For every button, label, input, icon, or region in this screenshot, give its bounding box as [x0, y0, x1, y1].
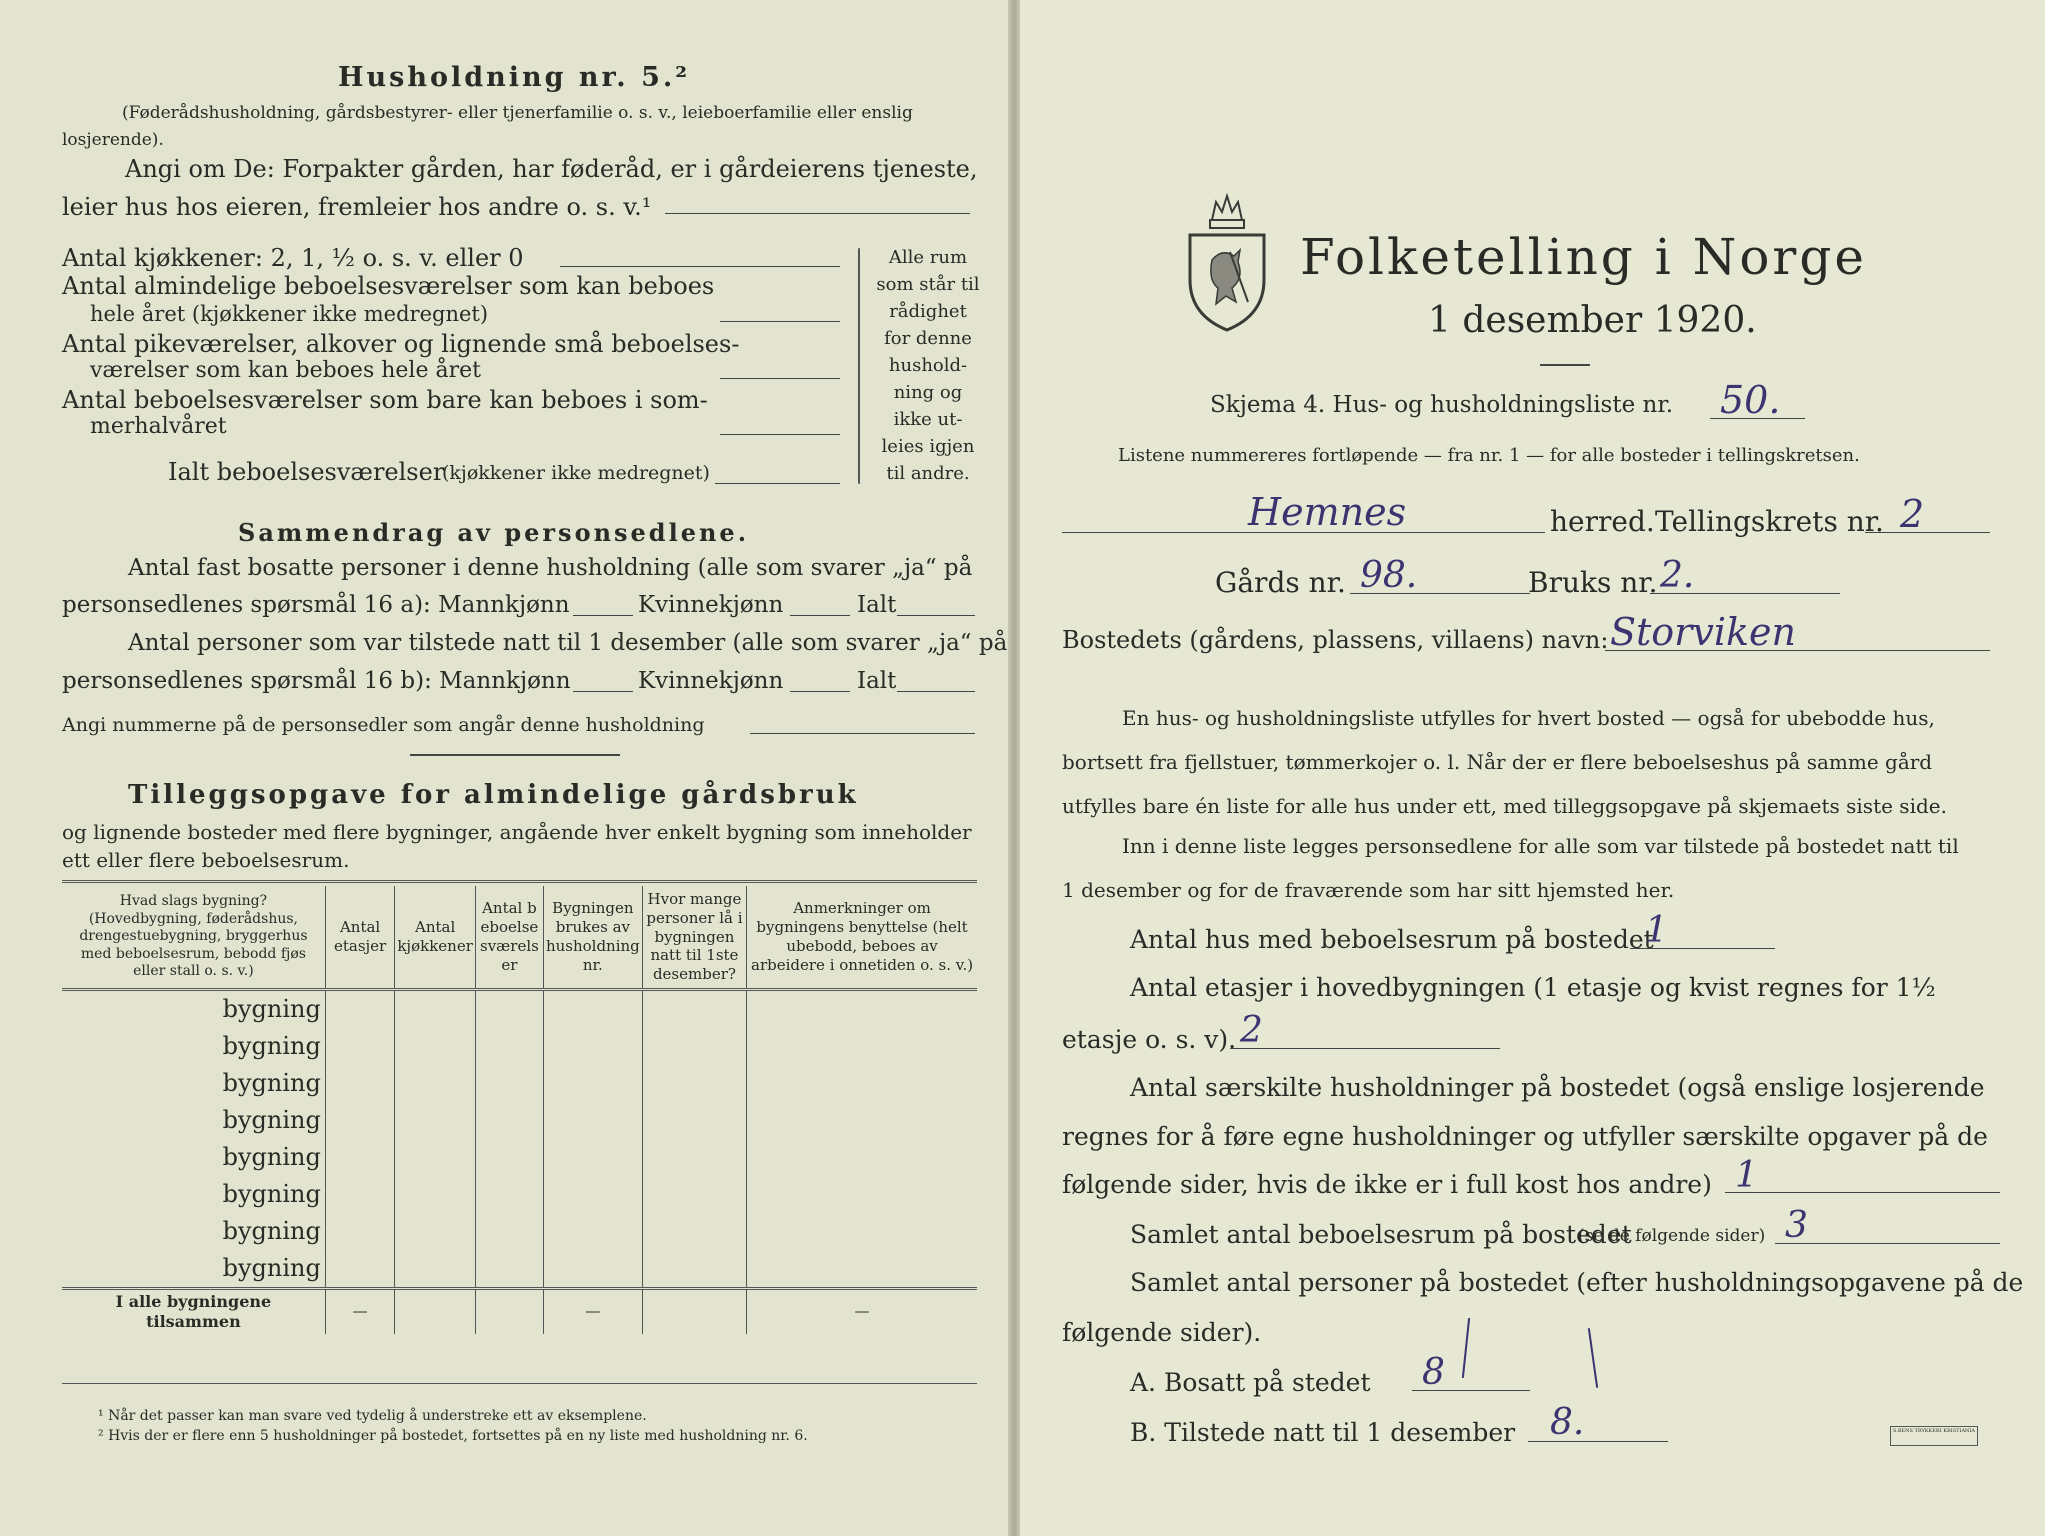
summary-p2a: Antal personer som var tilstede natt til 1 desember (alle som svarer „ja“ på [128, 630, 1008, 656]
antal-hus-value[interactable]: 1 [1645, 910, 1668, 951]
table-header-row [62, 886, 977, 989]
listene-note: Listene nummereres fortløpende — fra nr. 1 — for alle bosteder i tellingskretsen. [1118, 445, 1860, 466]
ordinary-answer-line[interactable] [720, 321, 840, 322]
rooms-summer-cont: merhalvåret [90, 414, 227, 439]
col-remarks: Anmerkninger om bygningens benyttelse (helt ubebodd, beboes av arbeidere i onnetiden o. s. v.) [747, 886, 977, 989]
bosted-line [1605, 650, 1990, 651]
row-label: bygning [62, 1028, 325, 1065]
bosatt-line [1412, 1390, 1530, 1391]
p1-ialt-label: Ialt [857, 592, 897, 618]
maid-answer-line[interactable] [720, 378, 840, 379]
gards-value[interactable]: 98. [1360, 555, 1418, 596]
p1-men-line[interactable] [573, 615, 633, 616]
census-date: 1 desember 1920. [1428, 300, 1757, 341]
pencil-mark [1462, 1318, 1470, 1378]
p2-total-line[interactable] [897, 691, 975, 692]
total-floors: — [325, 1288, 395, 1334]
row-label: bygning [62, 1139, 325, 1176]
household-title: Husholdning nr. 5.² [338, 62, 691, 93]
p2-men-line[interactable] [573, 691, 633, 692]
col-kitchens: Antal kjøkkener [395, 886, 476, 989]
rooms-total-answer-line[interactable] [715, 483, 840, 484]
rooms-brace [858, 248, 861, 484]
krets-label: Tellingskrets nr. [1655, 505, 1884, 538]
bosted-label: Bostedets (gårdens, plassens, villaens) navn: [1062, 626, 1609, 654]
left-page [0, 0, 1010, 1536]
table-row[interactable] [62, 1250, 977, 1289]
etasjer-line2: etasje o. s. v). [1062, 1025, 1237, 1054]
table-row[interactable] [62, 989, 977, 1028]
col-persons: Hvor mange personer lå i bygningen natt til 1ste desember? [642, 886, 746, 989]
herred-line [1062, 532, 1545, 533]
row-label: bygning [62, 1213, 325, 1250]
pencil-mark [1588, 1328, 1598, 1388]
row-label: bygning [62, 1102, 325, 1139]
supp-title: Tilleggsopgave for almindelige gårdsbruk [128, 780, 859, 810]
summary-title: Sammendrag av personsedlene. [238, 518, 750, 547]
p1-women-line[interactable] [790, 615, 850, 616]
row-label: bygning [62, 989, 325, 1028]
total-household: — [543, 1288, 642, 1334]
p2-ialt-label: Ialt [857, 668, 897, 694]
col-floors: Antal etasjer [325, 886, 395, 989]
bruks-label: Bruks nr. [1528, 566, 1658, 599]
footnote-2: ² Hvis der er flere enn 5 husholdninger på bostedet, fortsettes på en ny liste med husholdning nr. 6. [98, 1428, 808, 1444]
row-label: bygning [62, 1250, 325, 1289]
col-rooms: Antal beboelsesværelser [475, 886, 543, 989]
herred-label: herred. [1550, 505, 1655, 538]
title-rule [1540, 364, 1590, 366]
rum-note: (se de følgende sider) [1578, 1226, 1766, 1246]
household-note: (Føderådshusholdning, gårdsbestyrer- eller tjenerfamilie o. s. v., leieboerfamilie eller enslig losjerende). [62, 103, 913, 150]
hush-line3: følgende sider, hvis de ikke er i full kost hos andre) [1062, 1170, 1712, 1199]
angi-line2: leier hus hos eieren, fremleier hos andre o. s. v.¹ [62, 193, 652, 221]
tilstede-line [1528, 1441, 1668, 1442]
table-row[interactable] [62, 1139, 977, 1176]
skjema-label: Skjema 4. Hus- og husholdningsliste nr. [1210, 392, 1674, 418]
rum-value[interactable]: 3 [1785, 1205, 1808, 1246]
summary-p1b: personsedlenes spørsmål 16 a): Mannkjønn [62, 592, 570, 618]
krets-value[interactable]: 2 [1900, 492, 1925, 536]
nummerne-answer-line[interactable] [750, 733, 975, 734]
summary-p1a: Antal fast bosatte personer i denne husholdning (alle som svarer „ja“ på [128, 555, 973, 581]
bruks-value[interactable]: 2. [1660, 555, 1695, 596]
rooms-brace-note: Alle rum som står til rådighet for denne hushold- ning og ikke ut- leies igjen til andre. [876, 247, 980, 484]
gards-line [1350, 593, 1530, 594]
krets-line [1865, 532, 1990, 533]
table-row[interactable] [62, 1102, 977, 1139]
instructions-para2: Inn i denne liste legges personsedlene for alle som var tilstede på bostedet natt til 1 desember og for de fraværende som har sitt hjemsted her. [1062, 834, 1959, 902]
skjema-number[interactable]: 50. [1720, 378, 1781, 422]
census-title: Folketelling i Norge [1300, 228, 1867, 286]
p1-kvinne-label: Kvinnekjønn [638, 592, 784, 618]
antal-hus-label: Antal hus med beboelsesrum på bostedet [1130, 925, 1654, 954]
pers-line1: Samlet antal personer på bostedet (efter husholdningsopgavene på de [1130, 1268, 2024, 1297]
rooms-maid: Antal pikeværelser, alkover og lignende små beboelses- [62, 330, 740, 358]
pers-line2: følgende sider). [1062, 1318, 1262, 1347]
rooms-ordinary: Antal almindelige beboelsesværelser som kan beboes [62, 272, 715, 300]
etasjer-line1: Antal etasjer i hovedbygningen (1 etasje og kvist regnes for 1½ [1130, 973, 1936, 1002]
hush-line1: Antal særskilte husholdninger på bostedet (også enslige losjerende [1130, 1073, 1985, 1102]
bosatt-value[interactable]: 8 [1422, 1352, 1445, 1393]
etasjer-line [1230, 1048, 1500, 1049]
total-row [62, 1288, 977, 1334]
p2-women-line[interactable] [790, 691, 850, 692]
angi-answer-line[interactable] [665, 213, 970, 214]
buildings-table [62, 886, 977, 1334]
total-row-label: I alle bygningene tilsammen [62, 1288, 325, 1334]
rooms-total-note: (kjøkkener ikke medregnet) [442, 462, 710, 484]
col-household: Bygningen brukes av husholdning nr. [543, 886, 642, 989]
table-row[interactable] [62, 1065, 977, 1102]
p2-kvinne-label: Kvinnekjønn [638, 668, 784, 694]
rum-label: Samlet antal beboelsesrum på bostedet [1130, 1220, 1632, 1249]
skjema-number-line [1710, 418, 1805, 419]
table-top-rule [62, 880, 977, 883]
bruks-line [1650, 593, 1840, 594]
hush-value[interactable]: 1 [1735, 1155, 1758, 1196]
printer-stamp: S.BENS TRYKKERI KRISTIANIA [1890, 1426, 1978, 1446]
right-page [1020, 0, 2045, 1536]
supp-sub1: og lignende bosteder med flere bygninger, angående hver enkelt bygning som inneholder [62, 820, 972, 844]
table-row[interactable] [62, 1213, 977, 1250]
gards-label: Gårds nr. [1215, 566, 1346, 599]
etasjer-value[interactable]: 2 [1240, 1010, 1263, 1051]
hush-line2: regnes for å føre egne husholdninger og utfyller særskilte opgaver på de [1062, 1122, 1988, 1151]
antal-hus-line [1630, 948, 1775, 949]
total-remarks: — [747, 1288, 977, 1334]
hush-line [1725, 1192, 2000, 1193]
instructions-para1: En hus- og husholdningsliste utfylles for hvert bosted — også for ubebodde hus, bortsett fra fjellstuer, tømmerkojer o. l. Når der er flere beboelseshus på samme gård utfylles bare én liste for alle hus under ett, med tilleggsopgave på skjemaets siste side. [1062, 706, 1947, 818]
rooms-maid-cont: værelser som kan beboes hele året [90, 358, 481, 383]
tilstede-label: B. Tilstede natt til 1 desember [1130, 1418, 1516, 1447]
kitchens-answer-line[interactable] [560, 266, 840, 267]
bosted-value[interactable]: Storviken [1610, 610, 1796, 654]
table-bottom-rule [62, 1383, 977, 1384]
summer-answer-line[interactable] [720, 434, 840, 435]
summary-p2b: personsedlenes spørsmål 16 b): Mannkjønn [62, 668, 571, 694]
section-divider [410, 754, 620, 756]
angi-line1: Angi om De: Forpakter gården, har føderåd, er i gårdeierens tjeneste, [125, 155, 978, 183]
col-building-type: Hvad slags bygning? (Hovedbygning, føderådshus, drengestuebygning, bryggerhus med beboelsesrum, bebodd fjøs eller stall o. s. v.) [62, 886, 325, 989]
row-label: bygning [62, 1176, 325, 1213]
bosatt-label: A. Bosatt på stedet [1130, 1368, 1371, 1397]
rum-line [1775, 1243, 2000, 1244]
angi-nummerne: Angi nummerne på de personsedler som angår denne husholdning [62, 714, 705, 736]
supp-sub2: ett eller flere beboelsesrum. [62, 848, 350, 872]
table-row[interactable] [62, 1176, 977, 1213]
row-label: bygning [62, 1065, 325, 1102]
rooms-kitchens: Antal kjøkkener: 2, 1, ½ o. s. v. eller 0 [62, 244, 524, 272]
rooms-summer: Antal beboelsesværelser som bare kan beboes i som- [62, 386, 708, 414]
herred-value[interactable]: Hemnes [1248, 490, 1407, 534]
rooms-ordinary-cont: hele året (kjøkkener ikke medregnet) [90, 302, 489, 326]
table-row[interactable] [62, 1028, 977, 1065]
norwegian-coat-of-arms-icon [1182, 190, 1272, 335]
p1-total-line[interactable] [897, 615, 975, 616]
footnote-1: ¹ Når det passer kan man svare ved tydelig å understreke ett av eksemplene. [98, 1408, 647, 1424]
rooms-total: Ialt beboelsesværelser [168, 458, 445, 486]
tilstede-value[interactable]: 8. [1550, 1402, 1585, 1443]
